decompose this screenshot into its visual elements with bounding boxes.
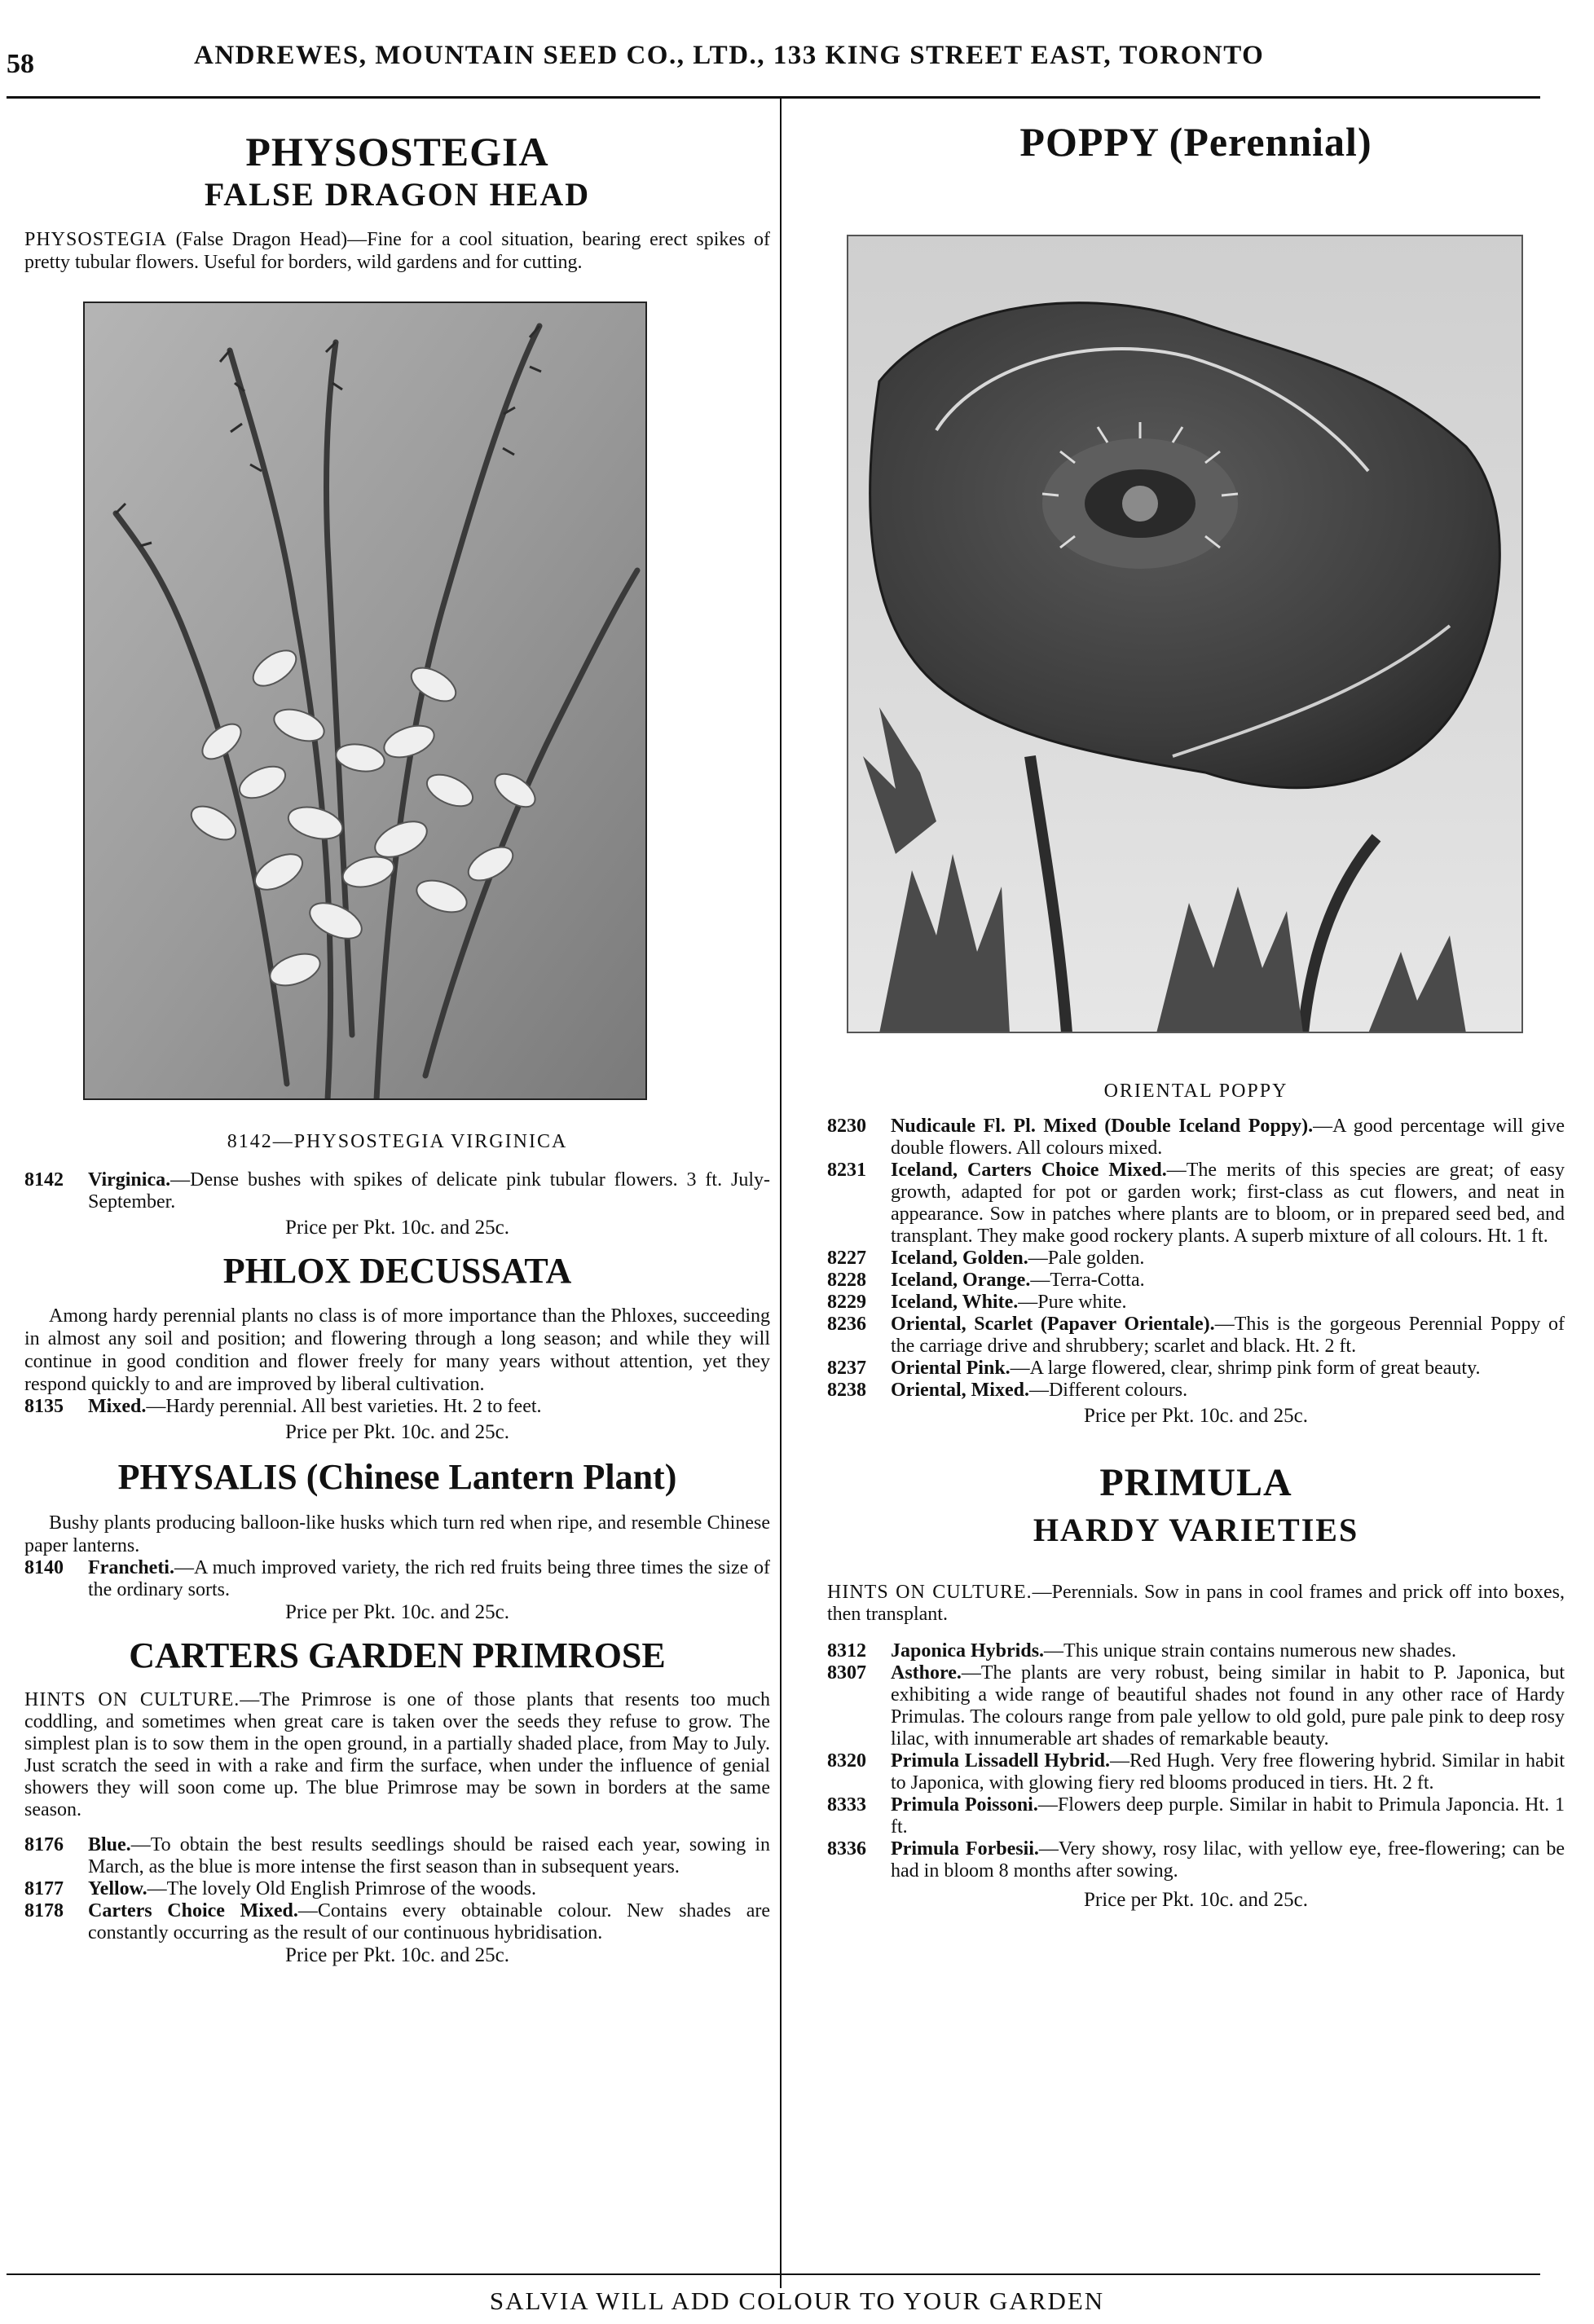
item-description: —A much improved variety, the rich red fruits being three times the size of the ordinary sorts.: [88, 1556, 770, 1600]
footer-rule: [7, 2273, 1540, 2275]
item-number: 8230: [827, 1115, 866, 1137]
phlox-price: Price per Pkt. 10c. and 25c.: [285, 1421, 509, 1444]
item-name: Asthore.: [891, 1662, 962, 1684]
item-description: —The merits of this species are great; of easy growth, adapted for pot or garden work; first-class as cut flowers, and neat in appearance. Sow in patches where plants are to bloom, or in prepared seed bed, and transplant. They make good rockery plants. A superb mixture of all colours. Ht. 1 ft.: [891, 1159, 1565, 1247]
item-name: Japonica Hybrids.: [891, 1640, 1045, 1662]
primrose-hints-text: —The Primrose is one of those plants that resents too much coddling, and sometimes when great care is taken over the seeds they refuse to grow. The simplest plan is to sow them in the open ground, in a partially shaded place, from May to July. Just scratch the seed in with a rake and firm the surface, when under the influence of genial showers they will soon come up. The blue Primrose may be sown in borders at the same season.: [24, 1689, 770, 1821]
item-name: Primula Forbesii.: [891, 1838, 1039, 1860]
item-number: 8236: [827, 1313, 866, 1335]
primula-hints-text: —Perennials. Sow in pans in cool frames and prick off into boxes, then transplant.: [827, 1581, 1565, 1625]
item-description: —A good percentage will give double flowers. All colours mixed.: [891, 1115, 1565, 1159]
physalis-intro: Bushy plants producing balloon-like husks which turn red when ripe, and resemble Chinese paper lanterns.: [24, 1512, 770, 1556]
list-item: [24, 1900, 770, 1944]
item-name: Francheti.: [88, 1556, 174, 1578]
item-description: —Dense bushes with spikes of delicate pink tubular flowers. 3 ft. July-September.: [88, 1169, 770, 1213]
item-number: 8307: [827, 1662, 866, 1684]
list-item: [24, 1834, 770, 1878]
primula-price: Price per Pkt. 10c. and 25c.: [1084, 1888, 1308, 1911]
page-header: [7, 34, 1539, 83]
item-number: 8228: [827, 1269, 866, 1291]
list-item: [827, 1116, 1565, 1160]
item-description: —Pale golden.: [1028, 1247, 1145, 1269]
item-number: 8237: [827, 1357, 866, 1379]
item-description: —Flowers deep purple. Similar in habit to Primula Japoncia. Ht. 1 ft.: [891, 1794, 1565, 1838]
list-item: [827, 1838, 1565, 1882]
physalis-item-list: [24, 1557, 770, 1601]
physostegia-intro-name: PHYSOSTEGIA: [24, 228, 168, 250]
poppy-item-list: [827, 1116, 1565, 1402]
list-item: [24, 1878, 770, 1900]
item-number: 8178: [24, 1900, 64, 1922]
physostegia-intro-text: (False Dragon Head)—Fine for a cool situation, bearing erect spikes of pretty tubular flowers. Useful for borders, wild gardens and for cutting.: [24, 228, 770, 273]
list-item: [827, 1160, 1565, 1248]
item-description: —The plants are very robust, being similar in habit to P. Japonica, but exhibiting a wide range of beautiful shades not found in any other race of Hardy Primulas. The colours range from pale yellow to old gold, pure pale pink to deep rosy lilac, with innumerable art shades of remarkable beauty.: [891, 1662, 1565, 1750]
item-description: —Terra-Cotta.: [1030, 1269, 1145, 1291]
column-divider: [780, 96, 782, 2288]
item-name: Iceland, Orange.: [891, 1269, 1031, 1291]
phlox-intro: Among hardy perennial plants no class is of more importance than the Phloxes, succeeding in almost any soil and position; and flowering through a long season; and while they will continue in good condition and flower freely for many years without attention, yet they respond quickly to and are improved by liberal cultivation.: [24, 1305, 770, 1396]
page-number: 58: [7, 49, 34, 79]
header-rule: [7, 96, 1540, 99]
list-item: [827, 1358, 1565, 1380]
item-name: Nudicaule Fl. Pl. Mixed (Double Iceland Poppy).: [891, 1115, 1314, 1137]
poppy-section: [827, 119, 1565, 1428]
poppy-title: POPPY (Perennial): [1019, 119, 1372, 165]
list-item: [827, 1248, 1565, 1270]
item-description: —Pure white.: [1018, 1291, 1127, 1313]
item-number: 8333: [827, 1794, 866, 1816]
primula-hints: [827, 1582, 1565, 1626]
list-item: [827, 1794, 1565, 1838]
list-item: [827, 1662, 1565, 1750]
phlox-title: PHLOX DECUSSATA: [222, 1250, 572, 1291]
item-number: 8336: [827, 1838, 866, 1860]
physostegia-photo: [83, 302, 647, 1100]
item-number: 8238: [827, 1379, 866, 1401]
list-item: [827, 1640, 1565, 1662]
item-description: —Contains every obtainable colour. New shades are constantly occurring as the result of our continuous hybridisation.: [88, 1900, 770, 1944]
item-description: —Different colours.: [1028, 1379, 1188, 1401]
primrose-item-list: [24, 1834, 770, 1944]
item-name: Oriental, Scarlet (Papaver Orientale).: [891, 1313, 1215, 1335]
list-item: [24, 1557, 770, 1601]
primrose-title: CARTERS GARDEN PRIMROSE: [129, 1635, 666, 1675]
item-description: —To obtain the best results seedlings should be raised each year, sowing in March, as the blue is more intense the first season than in subsequent years.: [88, 1834, 770, 1878]
physostegia-price: Price per Pkt. 10c. and 25c.: [285, 1216, 509, 1239]
item-number: 8227: [827, 1247, 866, 1269]
item-number: 8176: [24, 1834, 64, 1856]
item-number: 8135: [24, 1396, 64, 1418]
physalis-price: Price per Pkt. 10c. and 25c.: [285, 1600, 509, 1623]
right-column: [827, 114, 1565, 1912]
item-name: Primula Lissadell Hybrid.: [891, 1750, 1110, 1772]
primula-hints-label: HINTS ON CULTURE.: [827, 1581, 1033, 1603]
primrose-price: Price per Pkt. 10c. and 25c.: [285, 1944, 509, 1967]
list-item: [827, 1750, 1565, 1794]
physostegia-subtitle: FALSE DRAGON HEAD: [204, 175, 591, 213]
list-item: [827, 1380, 1565, 1402]
item-number: 8320: [827, 1750, 866, 1772]
left-column: [24, 114, 770, 1967]
item-number: 8231: [827, 1159, 866, 1181]
physostegia-title: PHYSOSTEGIA: [245, 129, 549, 174]
list-item: [827, 1314, 1565, 1358]
item-description: —Red Hugh. Very free flowering hybrid. Similar in habit to Japonica, with glowing fiery red blooms produced in tiers. Ht. 2 ft.: [891, 1750, 1565, 1794]
item-name: Virginica.: [88, 1169, 171, 1191]
item-name: Primula Poissoni.: [891, 1794, 1038, 1816]
item-name: Iceland, Carters Choice Mixed.: [891, 1159, 1167, 1181]
primrose-hints-label: HINTS ON CULTURE.: [24, 1689, 240, 1711]
item-name: Carters Choice Mixed.: [88, 1900, 298, 1922]
primula-title: PRIMULA: [1099, 1460, 1292, 1504]
physalis-section: [24, 1457, 770, 1624]
poppy-photo: [847, 235, 1523, 1033]
item-description: —The lovely Old English Primrose of the woods.: [147, 1878, 536, 1900]
primula-subtitle: HARDY VARIETIES: [1033, 1511, 1359, 1548]
poppy-caption: ORIENTAL POPPY: [1103, 1080, 1288, 1102]
poppy-illustration: [847, 235, 1523, 1033]
item-name: Oriental, Mixed.: [891, 1379, 1029, 1401]
header-title: ANDREWES, MOUNTAIN SEED CO., LTD., 133 KING STREET EAST, TORONTO: [194, 41, 1265, 70]
primrose-section: [24, 1635, 770, 1968]
item-description: —Very showy, rosy lilac, with yellow eye, free-flowering; can be had in bloom 8 months after sowing.: [891, 1838, 1565, 1882]
list-item: [24, 1396, 770, 1418]
phlox-section: [24, 1251, 770, 1445]
item-description: —This is the gorgeous Perennial Poppy of the carriage drive and shrubbery; scarlet and black. Ht. 2 ft.: [891, 1313, 1565, 1357]
list-item: [24, 1169, 770, 1213]
page-footer: SALVIA WILL ADD COLOUR TO YOUR GARDEN: [489, 2287, 1105, 2315]
item-number: 8142: [24, 1169, 64, 1191]
item-description: —A large flowered, clear, shrimp pink form of great beauty.: [1010, 1357, 1481, 1379]
physostegia-caption: 8142—PHYSOSTEGIA VIRGINICA: [227, 1130, 568, 1152]
poppy-price: Price per Pkt. 10c. and 25c.: [1084, 1404, 1308, 1427]
physostegia-item-list: [24, 1169, 770, 1213]
item-name: Iceland, White.: [891, 1291, 1019, 1313]
primula-section: [827, 1460, 1565, 1912]
item-description: —Hardy perennial. All best varieties. Ht. 2 to feet.: [146, 1396, 542, 1418]
item-name: Oriental Pink.: [891, 1357, 1011, 1379]
physostegia-intro: [24, 228, 770, 274]
item-number: 8229: [827, 1291, 866, 1313]
primula-item-list: [827, 1640, 1565, 1882]
item-name: Blue.: [88, 1834, 131, 1856]
physalis-title: PHYSALIS (Chinese Lantern Plant): [117, 1457, 677, 1498]
item-number: 8140: [24, 1556, 64, 1578]
item-name: Iceland, Golden.: [891, 1247, 1028, 1269]
item-name: Yellow.: [88, 1878, 148, 1900]
primrose-hints: [24, 1689, 770, 1821]
physostegia-section: [24, 129, 770, 1239]
item-name: Mixed.: [88, 1396, 147, 1418]
phlox-item-list: [24, 1396, 770, 1418]
item-description: —This unique strain contains numerous new shades.: [1044, 1640, 1456, 1662]
item-number: 8177: [24, 1878, 64, 1900]
list-item: [827, 1292, 1565, 1314]
list-item: [827, 1270, 1565, 1292]
item-number: 8312: [827, 1640, 866, 1662]
physostegia-illustration: [83, 302, 647, 1100]
